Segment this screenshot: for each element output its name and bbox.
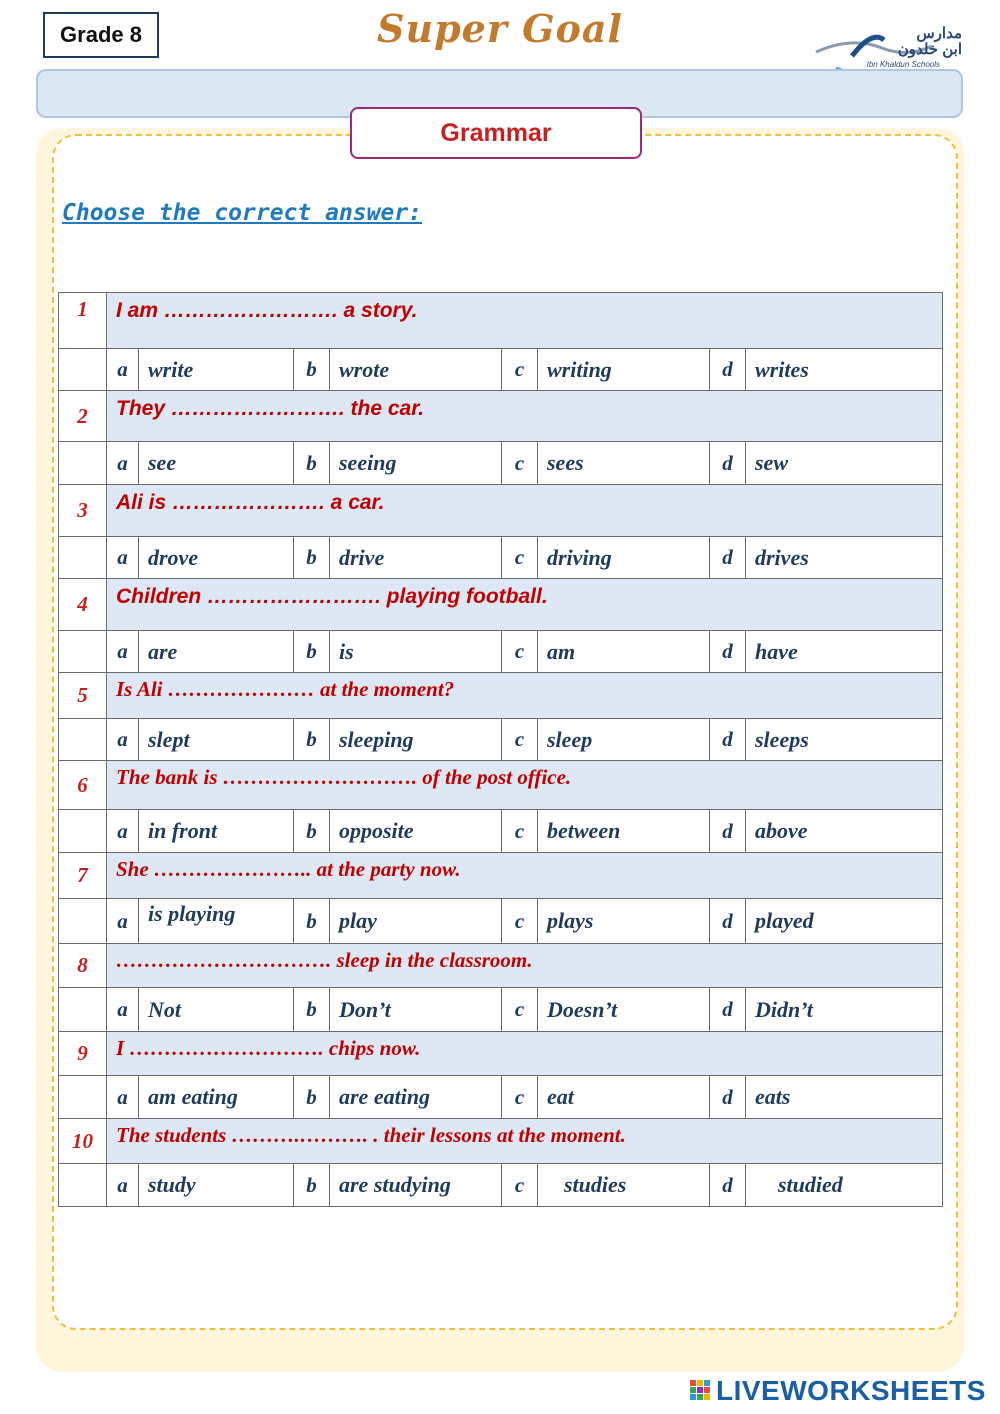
option-letter: b (294, 442, 330, 485)
option-a[interactable]: in front (139, 810, 294, 853)
option-letter: b (294, 810, 330, 853)
question-number: 10 (59, 1119, 107, 1164)
option-letter: b (294, 631, 330, 673)
option-b[interactable]: Don’t (330, 988, 502, 1032)
question-text: Ali is …………………. a car. (107, 485, 943, 537)
option-letter: d (710, 349, 746, 391)
options-row (59, 349, 943, 391)
question-text: Children ……………………. playing football. (107, 579, 943, 631)
option-letter: d (710, 810, 746, 853)
option-letter: d (710, 631, 746, 673)
option-letter: d (710, 899, 746, 944)
option-letter: b (294, 1076, 330, 1119)
logo-arabic-line2: ابن خلدون (897, 41, 962, 58)
question-number: 2 (59, 391, 107, 442)
option-letter: b (294, 1164, 330, 1207)
option-a[interactable]: is playing (139, 899, 294, 944)
question-number: 5 (59, 673, 107, 719)
question-text: …………………………. sleep in the classroom. (107, 944, 943, 988)
liveworksheets-text: LIVEWORKSHEETS (716, 1375, 986, 1406)
option-letter: a (107, 349, 139, 391)
option-d[interactable]: Didn’t (746, 988, 943, 1032)
question-number: 7 (59, 853, 107, 899)
option-letter: c (502, 988, 538, 1032)
option-letter: a (107, 537, 139, 579)
option-a[interactable]: write (139, 349, 294, 391)
question-row (59, 853, 943, 899)
option-d[interactable]: sleeps (746, 719, 943, 761)
question-number: 9 (59, 1032, 107, 1076)
logo-arabic-name (898, 26, 962, 58)
option-letter: a (107, 1164, 139, 1207)
question-text: Is Ali ………………… at the moment? (107, 673, 943, 719)
questions-table (58, 292, 943, 1207)
options-row (59, 1164, 943, 1207)
question-text: I ………………………. chips now. (107, 1032, 943, 1076)
option-d[interactable]: studied (746, 1164, 943, 1207)
question-row (59, 1119, 943, 1164)
option-letter: c (502, 810, 538, 853)
option-letter: b (294, 988, 330, 1032)
option-c[interactable]: sleep (538, 719, 710, 761)
options-row (59, 442, 943, 485)
option-a[interactable]: drove (139, 537, 294, 579)
option-b[interactable]: wrote (330, 349, 502, 391)
question-number: 1 (59, 293, 107, 349)
option-letter: a (107, 810, 139, 853)
option-letter: d (710, 537, 746, 579)
option-letter: c (502, 1076, 538, 1119)
option-a[interactable]: are (139, 631, 294, 673)
question-row (59, 293, 943, 349)
option-d[interactable]: drives (746, 537, 943, 579)
option-c[interactable]: Doesn’t (538, 988, 710, 1032)
logo-english-name: Ibn Khaldun Schools (866, 60, 940, 69)
question-row (59, 1032, 943, 1076)
question-number: 3 (59, 485, 107, 537)
section-title: Grammar (350, 107, 642, 159)
option-b[interactable]: seeing (330, 442, 502, 485)
option-letter: c (502, 631, 538, 673)
option-b[interactable]: is (330, 631, 502, 673)
option-letter: c (502, 719, 538, 761)
options-row (59, 899, 943, 944)
option-letter: b (294, 719, 330, 761)
option-c[interactable]: writing (538, 349, 710, 391)
option-c[interactable]: sees (538, 442, 710, 485)
question-number: 8 (59, 944, 107, 988)
option-letter: d (710, 1164, 746, 1207)
question-row (59, 761, 943, 810)
question-number: 4 (59, 579, 107, 631)
option-letter: b (294, 899, 330, 944)
question-text: I am ……………………. a story. (107, 293, 943, 349)
options-row (59, 537, 943, 579)
liveworksheets-logo-icon (690, 1378, 712, 1404)
option-letter: c (502, 899, 538, 944)
option-b[interactable]: sleeping (330, 719, 502, 761)
question-row (59, 485, 943, 537)
question-row (59, 391, 943, 442)
option-d[interactable]: sew (746, 442, 943, 485)
option-c[interactable]: studies (538, 1164, 710, 1207)
question-text: She ………………….. at the party now. (107, 853, 943, 899)
options-row (59, 988, 943, 1032)
option-c[interactable]: am (538, 631, 710, 673)
option-letter: d (710, 988, 746, 1032)
option-letter: c (502, 537, 538, 579)
option-letter: c (502, 442, 538, 485)
option-d[interactable]: eats (746, 1076, 943, 1119)
option-d[interactable]: have (746, 631, 943, 673)
option-letter: b (294, 349, 330, 391)
option-letter: b (294, 537, 330, 579)
question-row (59, 579, 943, 631)
option-c[interactable]: eat (538, 1076, 710, 1119)
instruction-text: Choose the correct answer: (62, 200, 423, 226)
option-letter: a (107, 1076, 139, 1119)
option-letter: c (502, 1164, 538, 1207)
options-row (59, 719, 943, 761)
liveworksheets-brand (690, 1376, 986, 1406)
question-text: They ……………………. the car. (107, 391, 943, 442)
option-letter: a (107, 899, 139, 944)
option-b[interactable]: opposite (330, 810, 502, 853)
option-letter: a (107, 719, 139, 761)
option-b[interactable]: drive (330, 537, 502, 579)
question-text: The students ……….………. . their lessons at the moment. (107, 1119, 943, 1164)
option-letter: d (710, 1076, 746, 1119)
option-b[interactable]: play (330, 899, 502, 944)
question-number: 6 (59, 761, 107, 810)
page-title: Super Goal (377, 6, 623, 51)
option-d[interactable]: writes (746, 349, 943, 391)
option-letter: a (107, 631, 139, 673)
question-text: The bank is ………………………. of the post office. (107, 761, 943, 810)
option-b[interactable]: are eating (330, 1076, 502, 1119)
option-d[interactable]: played (746, 899, 943, 944)
question-row (59, 673, 943, 719)
option-c[interactable]: between (538, 810, 710, 853)
option-a[interactable]: am eating (139, 1076, 294, 1119)
options-row (59, 631, 943, 673)
option-letter: d (710, 442, 746, 485)
option-c[interactable]: plays (538, 899, 710, 944)
options-row (59, 810, 943, 853)
option-a[interactable]: slept (139, 719, 294, 761)
option-letter: d (710, 719, 746, 761)
question-row (59, 944, 943, 988)
logo-arabic-line1: مدارس (916, 25, 962, 42)
option-d[interactable]: above (746, 810, 943, 853)
option-c[interactable]: driving (538, 537, 710, 579)
option-letter: a (107, 442, 139, 485)
options-row (59, 1076, 943, 1119)
option-a[interactable]: see (139, 442, 294, 485)
option-a[interactable]: study (139, 1164, 294, 1207)
grade-label: Grade 8 (43, 12, 159, 58)
option-letter: c (502, 349, 538, 391)
option-b[interactable]: are studying (330, 1164, 502, 1207)
option-letter: a (107, 988, 139, 1032)
option-a[interactable]: Not (139, 988, 294, 1032)
